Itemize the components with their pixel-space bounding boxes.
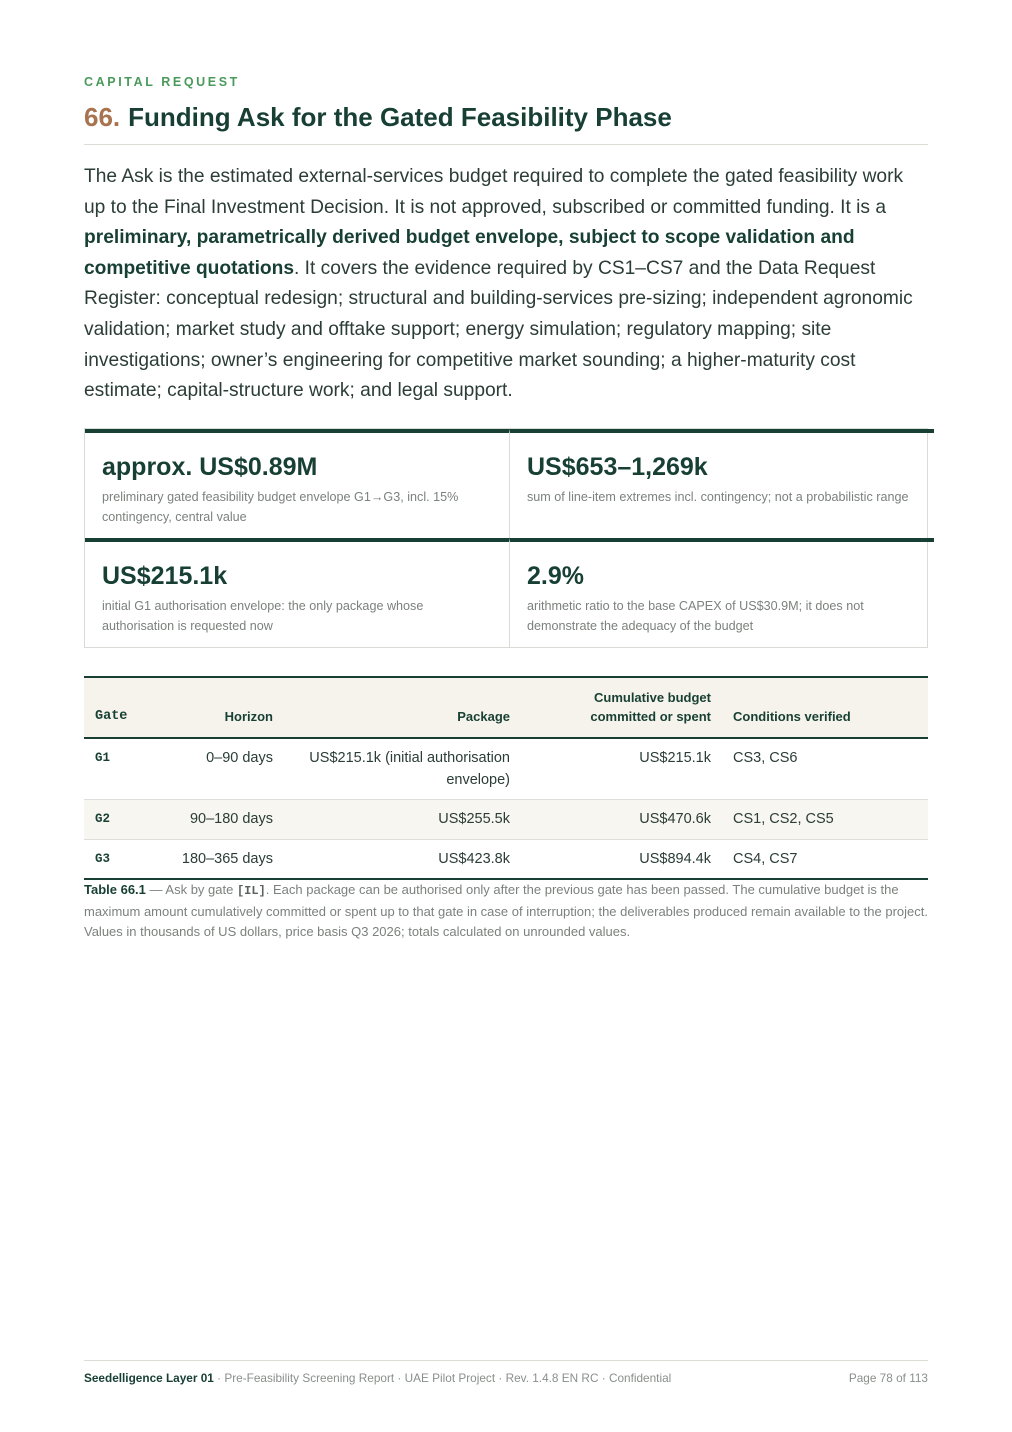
cell-package: US$255.5k — [284, 800, 521, 840]
column-header-package: Package — [457, 709, 510, 724]
metric-value: approx. US$0.89M — [102, 453, 318, 481]
cell-package: US$215.1k (initial authorisation envelope) — [284, 738, 521, 800]
cell-horizon: 180–365 days — [148, 839, 284, 879]
metric-card-g1-envelope — [85, 538, 509, 647]
footer-meta: · Pre-Feasibility Screening Report · UAE Pilot Project · Rev. 1.4.8 EN RC · Confidential — [213, 1371, 672, 1385]
lead-paragraph — [84, 162, 928, 407]
section-title — [84, 102, 928, 145]
page-footer — [84, 1360, 928, 1385]
table-header-row — [84, 677, 928, 738]
lead-text-2: . It covers the evidence required by CS1–CS7 and the Data Request Register: conceptual redesign; structural and building-services pre-sizing; independent agronomic validation; market study and offtake support; energy simulation; regulatory mapping; site investigations; owner’s engineering for competitive market sounding; a higher-maturity cost estimate; capital-structure work; and legal support. — [84, 257, 913, 402]
metric-value: US$215.1k — [102, 562, 228, 590]
table-row — [84, 738, 928, 800]
report-page — [84, 0, 928, 1432]
metric-card-budget-envelope — [85, 429, 509, 538]
footer-left — [84, 1371, 671, 1385]
table-caption-label: Table 66.1 — [84, 882, 146, 897]
metric-card-range — [509, 429, 934, 538]
table-caption-dash: — Ask by gate — [145, 882, 237, 897]
cell-cumulative: US$470.6k — [521, 800, 722, 840]
lead-bold-text: preliminary, parametrically derived budget envelope, subject to scope validation and competitive quotations — [84, 227, 855, 279]
column-header-gate: Gate — [95, 709, 128, 724]
table-row — [84, 839, 928, 879]
cell-horizon: 0–90 days — [148, 738, 284, 800]
column-header-cumulative-line2: committed or spent — [590, 709, 711, 724]
metric-caption: initial G1 authorisation envelope: the only package whose authorisation is requested now — [102, 599, 424, 633]
key-metrics-grid — [84, 428, 928, 648]
metric-value: 2.9% — [527, 562, 584, 590]
cell-gate: G3 — [84, 839, 148, 879]
cell-conditions: CS1, CS2, CS5 — [722, 800, 928, 840]
table-caption — [84, 880, 934, 943]
metric-value: US$653–1,269k — [527, 453, 708, 481]
metric-caption: sum of line-item extremes incl. contingency; not a probabilistic range — [527, 490, 909, 504]
table-row — [84, 800, 928, 840]
cell-cumulative: US$894.4k — [521, 839, 722, 879]
section-title-text: Funding Ask for the Gated Feasibility Phase — [128, 102, 672, 132]
column-header-conditions: Conditions verified — [733, 709, 851, 724]
metric-card-capex-ratio — [509, 538, 934, 647]
section-number: 66. — [84, 102, 121, 132]
column-header-cumulative — [521, 677, 722, 738]
cell-horizon: 90–180 days — [148, 800, 284, 840]
footer-page-number: Page 78 of 113 — [848, 1371, 928, 1385]
lead-text-1: The Ask is the estimated external-services budget required to complete the gated feasibility work up to the Final Investment Decision. It is not approved, subscribed or committed funding. It is a — [84, 166, 904, 218]
cell-gate: G1 — [84, 738, 148, 800]
table-caption-tag: [IL] — [236, 884, 266, 898]
table-caption-text: . Each package can be authorised only after the previous gate has been passed. The cumulative budget is the maximum amount cumulatively committed or spent up to that gate in case of interruption; the deliverables produced remain available to the project. Values in thousands of US dollars, price basis Q3 2026; totals calculated on unrounded values. — [84, 882, 928, 940]
cell-gate: G2 — [84, 800, 148, 840]
cell-conditions: CS3, CS6 — [722, 738, 928, 800]
column-header-cumulative-line1: Cumulative budget — [593, 690, 711, 705]
ask-by-gate-table — [84, 676, 928, 880]
footer-brand: Seedelligence Layer 01 — [84, 1371, 214, 1385]
cell-conditions: CS4, CS7 — [722, 839, 928, 879]
column-header-horizon: Horizon — [224, 709, 273, 724]
cell-cumulative: US$215.1k — [521, 738, 722, 800]
metric-caption: arithmetic ratio to the base CAPEX of US$30.9M; it does not demonstrate the adequacy of the budget — [527, 599, 864, 633]
metric-caption: preliminary gated feasibility budget envelope G1→G3, incl. 15% contingency, central value — [102, 490, 459, 524]
cell-package: US$423.8k — [284, 839, 521, 879]
section-eyebrow: CAPITAL REQUEST — [84, 75, 240, 89]
